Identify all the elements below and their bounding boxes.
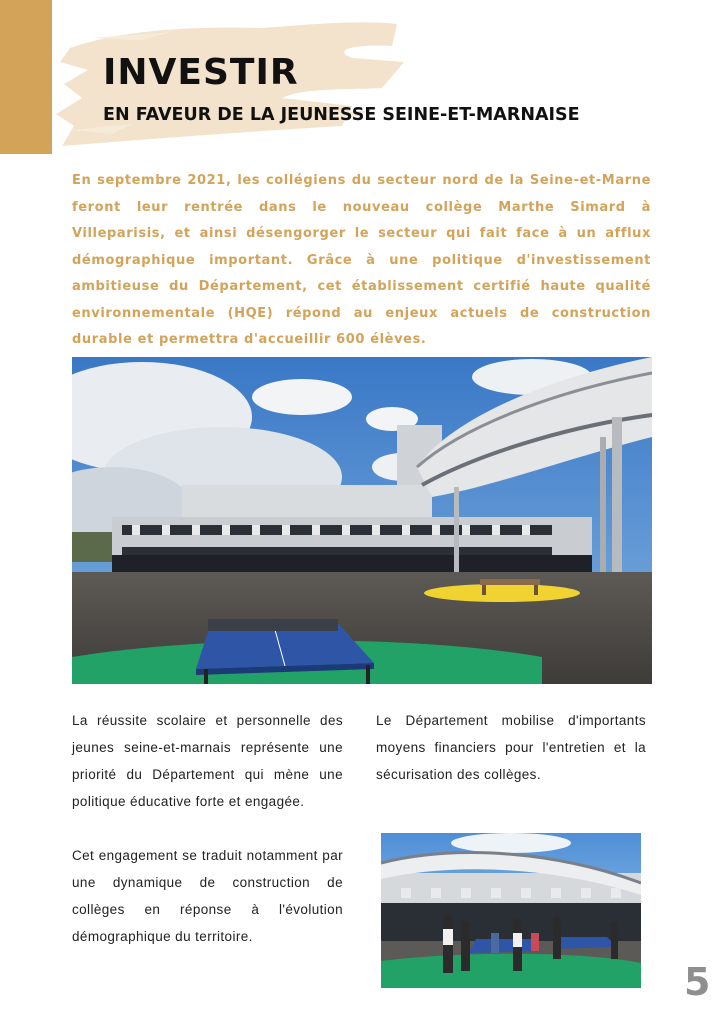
left-paragraph-2: Cet engagement se traduit notamment par une dynamique de construction de collèges en réponse à l'évolution démographique du territoire. [72,848,343,944]
right-text-column [376,707,646,788]
students-courtyard-photo [381,833,641,988]
intro-paragraph: En septembre 2021, les collégiens du secteur nord de la Seine-et-Marne feront leur rentrée dans le nouveau collège Marthe Simard à Villeparisis, et ainsi désengorger le secteur qui fait face à un afflux démographique important. Grâce à une politique d'investissement ambitieuse du Département, cet établissement certifié haute qualité environnementale (HQE) répond au enjeux actuels de construction durable et permettra d'accueillir 600 élèves. [72,173,651,347]
left-paragraph-1: La réussite scolaire et personnelle des jeunes seine-et-marnais représente une priorité du Département qui mène une politique éducative forte et engagée. [72,713,343,809]
college-courtyard-photo [72,357,652,684]
gold-accent-bar [0,0,52,154]
page-subtitle: EN FAVEUR DE LA JEUNESSE SEINE-ET-MARNAISE [103,105,580,125]
page-title: INVESTIR [103,52,299,93]
left-text-column [72,707,343,950]
right-paragraph-1: Le Département mobilise d'importants moyens financiers pour l'entretien et la sécurisation des collèges. [376,713,646,782]
page-number: 5 [684,960,711,1004]
